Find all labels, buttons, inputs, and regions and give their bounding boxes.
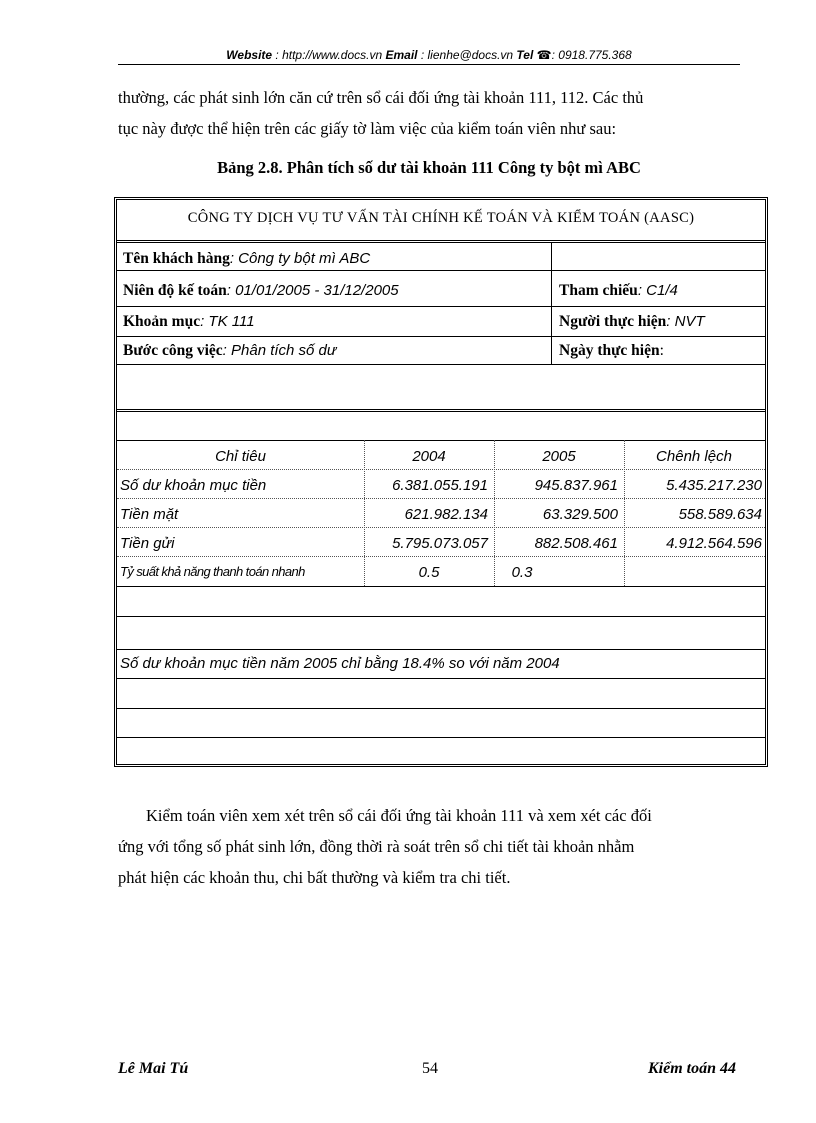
table-cell: 945.837.961 (534, 477, 618, 494)
divider (117, 440, 765, 441)
item-label: Khoản mục (123, 313, 201, 330)
email-label: Email (385, 48, 418, 62)
table-cell-label: Số dư khoản mục tiền (120, 477, 267, 494)
page-header (118, 48, 740, 65)
table-cell: 63.329.500 (542, 506, 618, 523)
ref-label: Tham chiếu (559, 282, 638, 299)
column-header: 2005 (542, 448, 576, 465)
table-cell: 4.912.564.596 (666, 535, 762, 552)
client-field (123, 250, 370, 268)
date-value: : (659, 342, 664, 359)
step-value: : Phân tích số dư (222, 342, 337, 359)
website-value: : http://www.docs.vn (275, 48, 383, 62)
column-header: 2004 (412, 448, 446, 465)
tel-label: Tel (516, 48, 534, 62)
period-label: Niên độ kế toán (123, 282, 227, 299)
divider (117, 649, 765, 650)
column-header: Chênh lệch (656, 448, 732, 465)
footer-course: Kiểm toán 44 (647, 1060, 736, 1077)
body-line-3: phát hiện các khoản thu, chi bất thường và kiểm tra chi tiết. (118, 868, 511, 887)
client-value: : Công ty bột mì ABC (229, 250, 371, 267)
item-value: : TK 111 (200, 313, 255, 330)
row-divider (117, 556, 765, 557)
table-cell: 5.795.073.057 (392, 535, 488, 552)
footer-author: Lê Mai Tú (118, 1060, 189, 1077)
ref-value: : C1/4 (637, 282, 678, 299)
column-divider (551, 243, 552, 364)
working-paper-form (114, 197, 768, 767)
website-label: Website (226, 48, 273, 62)
conclusion-note: Số dư khoản mục tiền năm 2005 chỉ bằng 18.4% so với năm 2004 (120, 655, 560, 672)
table-cell: 558.589.634 (678, 506, 762, 523)
step-field (123, 342, 336, 360)
divider (117, 708, 765, 709)
divider (117, 306, 765, 307)
ref-field (559, 282, 678, 300)
tel-value: ☎: 0918.775.368 (536, 48, 632, 62)
column-header: Chỉ tiêu (215, 448, 266, 465)
table-cell-label: Tỷ suất khả năng thanh toán nhanh (120, 564, 305, 579)
period-value: : 01/01/2005 - 31/12/2005 (226, 282, 399, 299)
performer-field (559, 313, 705, 331)
divider (117, 240, 765, 243)
body-paragraph (118, 800, 746, 893)
item-field (123, 313, 255, 331)
page-number: 54 (422, 1060, 438, 1077)
divider (117, 336, 765, 337)
divider (117, 737, 765, 738)
divider (117, 270, 765, 271)
divider (117, 678, 765, 679)
body-line-2: ứng với tổng số phát sinh lớn, đồng thời rà soát trên sổ chi tiết tài khoản nhằm (118, 837, 635, 856)
performer-label: Người thực hiện (559, 313, 667, 330)
client-label: Tên khách hàng (123, 250, 230, 267)
table-cell-label: Tiền gửi (120, 535, 175, 552)
row-divider (117, 498, 765, 499)
table-cell: 5.435.217.230 (666, 477, 762, 494)
table-cell: 882.508.461 (534, 535, 618, 552)
date-field (559, 342, 664, 360)
table-cell: 0.3 (511, 564, 533, 581)
divider (117, 616, 765, 617)
company-name: CÔNG TY DỊCH VỤ TƯ VẤN TÀI CHÍNH KẾ TOÁN VÀ KIỂM TOÁN (AASC) (187, 210, 695, 226)
date-label: Ngày thực hiện (559, 342, 660, 359)
intro-line-1: thường, các phát sinh lớn căn cứ trên sổ cái đối ứng tài khoản 111, 112. Các thủ (118, 88, 644, 107)
intro-paragraph (118, 82, 746, 144)
intro-line-2: tục này được thể hiện trên các giấy tờ làm việc của kiểm toán viên như sau: (118, 119, 617, 138)
body-line-1: Kiểm toán viên xem xét trên sổ cái đối ứng tài khoản 111 và xem xét các đối (146, 806, 652, 825)
table-cell: 0.5 (418, 564, 440, 581)
table-cell: 621.982.134 (404, 506, 488, 523)
row-divider (117, 527, 765, 528)
divider (117, 409, 765, 412)
step-label: Bước công việc (123, 342, 223, 359)
divider (117, 586, 765, 587)
row-divider (117, 469, 765, 470)
email-value: : lienhe@docs.vn (420, 48, 514, 62)
table-cell: 6.381.055.191 (392, 477, 488, 494)
performer-value: : NVT (666, 313, 705, 330)
table-cell-label: Tiền mặt (120, 506, 179, 523)
period-field (123, 282, 399, 300)
divider (117, 364, 765, 365)
table-caption: Bảng 2.8. Phân tích số dư tài khoản 111 Công ty bột mì ABC (217, 158, 641, 177)
